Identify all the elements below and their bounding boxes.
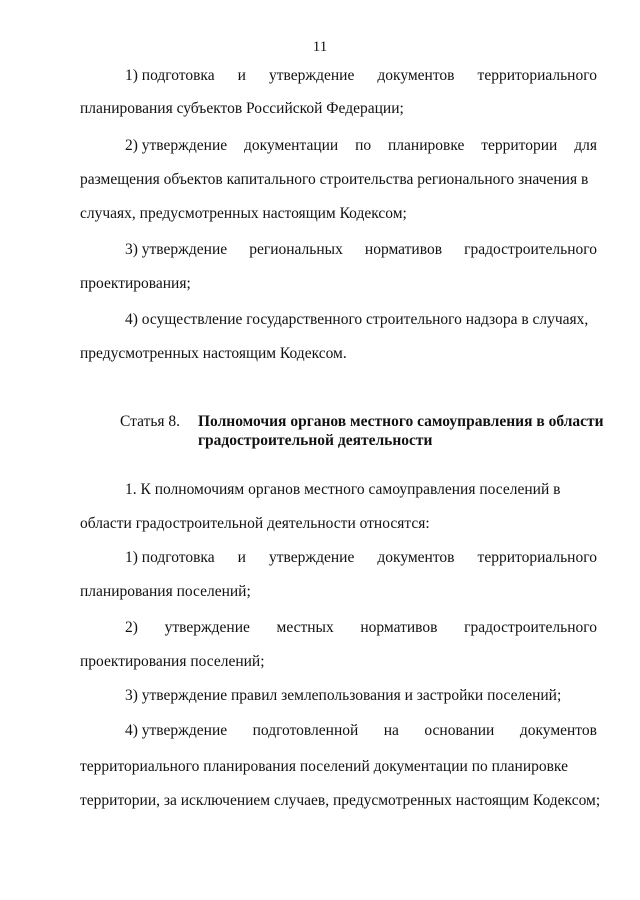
article-number: Статья 8. — [120, 413, 181, 430]
list-item-line — [125, 66, 597, 86]
word: для — [574, 137, 597, 154]
word: градостроительного — [464, 619, 597, 636]
word: нормативов — [360, 619, 438, 636]
word: и — [237, 67, 246, 84]
word: 4) утверждение — [125, 722, 228, 739]
word: документов — [377, 67, 455, 84]
word: по — [355, 137, 372, 154]
paragraph-line: области градостроительной деятельности относятся: — [80, 515, 430, 532]
word: нормативов — [364, 241, 443, 258]
word: утверждение — [269, 549, 355, 566]
list-item-line: проектирования поселений; — [80, 653, 265, 670]
word: и — [237, 549, 246, 566]
list-item-line — [125, 721, 597, 741]
list-item-line: 3) утверждение правил землепользования и застройки поселений; — [125, 687, 562, 704]
list-item-line: случаях, предусмотренных настоящим Кодексом; — [80, 205, 407, 222]
word: 2) утверждение — [125, 137, 228, 154]
list-item-line: территории, за исключением случаев, предусмотренных настоящим Кодексом; — [80, 792, 601, 809]
word: 1) подготовка — [125, 549, 215, 566]
article-title — [198, 412, 604, 450]
word: 3) утверждение — [125, 241, 228, 258]
word: территориального — [477, 67, 597, 84]
word: документации — [244, 137, 339, 154]
article-title-line: градостроительной деятельности — [198, 432, 433, 449]
article-title-line: Полномочия органов местного самоуправления в области — [198, 413, 604, 430]
word: региональных — [249, 241, 343, 258]
word: утверждение — [269, 67, 355, 84]
paragraph-line: 1. К полномочиям органов местного самоуправления поселений в — [125, 481, 561, 498]
word: 2) — [125, 619, 138, 636]
list-item-line: 4) осуществление государственного строительного надзора в случаях, — [125, 311, 589, 328]
word: территориального — [477, 549, 597, 566]
word: основании — [424, 722, 495, 739]
list-item-line: предусмотренных настоящим Кодексом. — [80, 345, 347, 362]
list-item-line: размещения объектов капитального строительства регионального значения в — [80, 171, 589, 188]
word: утверждение — [164, 619, 250, 636]
word: документов — [377, 549, 455, 566]
list-item-line — [125, 618, 597, 638]
word: местных — [276, 619, 334, 636]
word: 1) подготовка — [125, 67, 215, 84]
word: градостроительного — [464, 241, 597, 258]
list-item-line: планирования поселений; — [80, 583, 251, 600]
list-item-line: территориального планирования поселений документации по планировке — [80, 758, 568, 775]
word: документов — [519, 722, 597, 739]
list-item-line — [125, 136, 597, 156]
word: территории — [481, 137, 558, 154]
list-item-line: проектирования; — [80, 275, 191, 292]
word: на — [383, 722, 399, 739]
page-number: 11 — [312, 39, 328, 55]
list-item-line — [125, 548, 597, 568]
word: планировке — [388, 137, 465, 154]
list-item-line: планирования субъектов Российской Федерации; — [80, 100, 404, 117]
word: подготовленной — [252, 722, 359, 739]
list-item-line — [125, 240, 597, 260]
